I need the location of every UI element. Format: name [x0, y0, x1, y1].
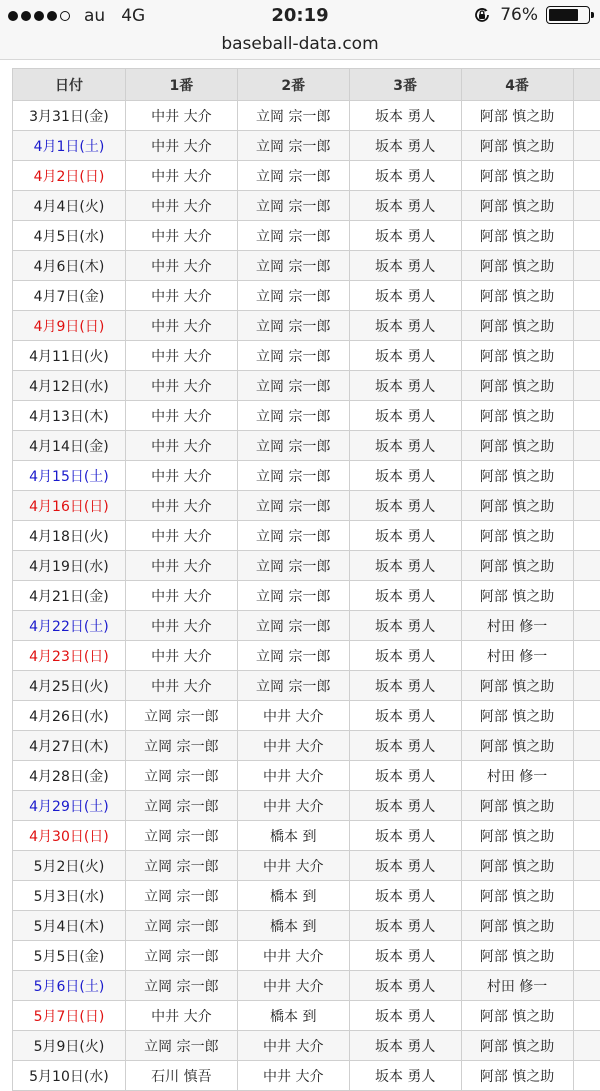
batter-cell: 中井 大介 — [125, 161, 237, 191]
batter-cell: 中井 大介 — [125, 461, 237, 491]
table-row — [13, 461, 600, 491]
batter-cell: 村田 修一 — [461, 761, 573, 791]
date-cell: 4月19日(水) — [13, 551, 126, 581]
batter-cell: 立岡 宗一郎 — [237, 311, 349, 341]
batter-cell: 坂本 勇人 — [349, 641, 461, 671]
batter-cell: 中井 大介 — [125, 221, 237, 251]
date-cell: 5月10日(水) — [13, 1061, 126, 1091]
batter-cell: 中井 大介 — [125, 371, 237, 401]
batter-cell: 坂本 勇人 — [349, 461, 461, 491]
date-cell: 4月30日(日) — [13, 821, 126, 851]
batter-cell: 坂本 勇人 — [349, 731, 461, 761]
date-cell: 4月23日(日) — [13, 641, 126, 671]
batter-cell: 坂本 勇人 — [349, 611, 461, 641]
column-header: 3番 — [349, 69, 461, 101]
overflow-cell — [573, 791, 600, 821]
batter-cell: 阿部 慎之助 — [461, 191, 573, 221]
batter-cell: 村田 修一 — [461, 971, 573, 1001]
batter-cell: 中井 大介 — [237, 701, 349, 731]
overflow-cell — [573, 821, 600, 851]
table-row — [13, 881, 600, 911]
table-row — [13, 1031, 600, 1061]
batter-cell: 村田 修一 — [461, 641, 573, 671]
batter-cell: 阿部 慎之助 — [461, 161, 573, 191]
overflow-cell — [573, 1001, 600, 1031]
batter-cell: 中井 大介 — [237, 1031, 349, 1061]
column-header: 2番 — [237, 69, 349, 101]
clock: 20:19 — [0, 5, 600, 26]
overflow-cell — [573, 311, 600, 341]
column-header: 日付 — [13, 69, 126, 101]
date-cell: 3月31日(金) — [13, 101, 126, 131]
batter-cell: 中井 大介 — [125, 101, 237, 131]
date-cell: 5月6日(土) — [13, 971, 126, 1001]
batter-cell: 阿部 慎之助 — [461, 671, 573, 701]
date-cell: 4月16日(日) — [13, 491, 126, 521]
table-row — [13, 131, 600, 161]
batter-cell: 村田 修一 — [461, 611, 573, 641]
batter-cell: 立岡 宗一郎 — [237, 551, 349, 581]
batter-cell: 阿部 慎之助 — [461, 1061, 573, 1091]
table-row — [13, 1001, 600, 1031]
batter-cell: 立岡 宗一郎 — [125, 851, 237, 881]
date-cell: 5月7日(日) — [13, 1001, 126, 1031]
battery-tip — [591, 12, 594, 18]
table-row — [13, 791, 600, 821]
table-row — [13, 341, 600, 371]
batter-cell: 阿部 慎之助 — [461, 581, 573, 611]
column-header: 1番 — [125, 69, 237, 101]
batter-cell: 立岡 宗一郎 — [237, 281, 349, 311]
date-cell: 4月13日(木) — [13, 401, 126, 431]
batter-cell: 阿部 慎之助 — [461, 341, 573, 371]
url-text: baseball-data.com — [221, 34, 378, 54]
overflow-cell — [573, 761, 600, 791]
batter-cell: 立岡 宗一郎 — [237, 641, 349, 671]
batter-cell: 橋本 到 — [237, 911, 349, 941]
overflow-cell — [573, 581, 600, 611]
table-row — [13, 671, 600, 701]
batter-cell: 阿部 慎之助 — [461, 311, 573, 341]
batter-cell: 阿部 慎之助 — [461, 281, 573, 311]
table-row — [13, 761, 600, 791]
date-cell: 4月6日(木) — [13, 251, 126, 281]
orientation-lock-icon — [472, 5, 492, 25]
overflow-cell — [573, 551, 600, 581]
batter-cell: 坂本 勇人 — [349, 851, 461, 881]
date-cell: 4月1日(土) — [13, 131, 126, 161]
batter-cell: 立岡 宗一郎 — [125, 701, 237, 731]
batter-cell: 坂本 勇人 — [349, 521, 461, 551]
overflow-cell — [573, 1031, 600, 1061]
batter-cell: 坂本 勇人 — [349, 701, 461, 731]
overflow-cell — [573, 671, 600, 701]
table-row — [13, 161, 600, 191]
batter-cell: 橋本 到 — [237, 1001, 349, 1031]
date-cell: 4月26日(水) — [13, 701, 126, 731]
batter-cell: 中井 大介 — [125, 281, 237, 311]
batter-cell: 阿部 慎之助 — [461, 1001, 573, 1031]
table-row — [13, 941, 600, 971]
batter-cell: 坂本 勇人 — [349, 101, 461, 131]
batter-cell: 立岡 宗一郎 — [237, 161, 349, 191]
batter-cell: 阿部 慎之助 — [461, 911, 573, 941]
batter-cell: 坂本 勇人 — [349, 821, 461, 851]
overflow-cell — [573, 1061, 600, 1091]
batter-cell: 阿部 慎之助 — [461, 431, 573, 461]
batter-cell: 中井 大介 — [237, 761, 349, 791]
date-cell: 4月18日(火) — [13, 521, 126, 551]
batter-cell: 阿部 慎之助 — [461, 221, 573, 251]
date-cell: 4月15日(土) — [13, 461, 126, 491]
batter-cell: 阿部 慎之助 — [461, 461, 573, 491]
table-row — [13, 401, 600, 431]
batter-cell: 坂本 勇人 — [349, 1031, 461, 1061]
date-cell: 5月5日(金) — [13, 941, 126, 971]
table-row — [13, 371, 600, 401]
batter-cell: 立岡 宗一郎 — [237, 461, 349, 491]
date-cell: 5月9日(火) — [13, 1031, 126, 1061]
overflow-cell — [573, 281, 600, 311]
date-cell: 4月7日(金) — [13, 281, 126, 311]
batter-cell: 立岡 宗一郎 — [125, 1031, 237, 1061]
batter-cell: 立岡 宗一郎 — [237, 371, 349, 401]
battery-percent: 76% — [500, 5, 538, 25]
batter-cell: 石川 慎吾 — [125, 1061, 237, 1091]
overflow-cell — [573, 341, 600, 371]
table-header-row — [13, 69, 600, 101]
batter-cell: 坂本 勇人 — [349, 491, 461, 521]
date-cell: 4月27日(木) — [13, 731, 126, 761]
batter-cell: 坂本 勇人 — [349, 671, 461, 701]
batter-cell: 坂本 勇人 — [349, 161, 461, 191]
batter-cell: 坂本 勇人 — [349, 311, 461, 341]
batter-cell: 坂本 勇人 — [349, 581, 461, 611]
batter-cell: 立岡 宗一郎 — [237, 131, 349, 161]
battery-icon — [546, 6, 590, 24]
table-body — [13, 101, 600, 1091]
batter-cell: 立岡 宗一郎 — [237, 611, 349, 641]
date-cell: 4月21日(金) — [13, 581, 126, 611]
date-cell: 5月4日(木) — [13, 911, 126, 941]
batter-cell: 中井 大介 — [125, 581, 237, 611]
batter-cell: 橋本 到 — [237, 881, 349, 911]
batter-cell: 阿部 慎之助 — [461, 101, 573, 131]
overflow-cell — [573, 131, 600, 161]
batter-cell: 坂本 勇人 — [349, 191, 461, 221]
batter-cell: 中井 大介 — [237, 971, 349, 1001]
batter-cell: 中井 大介 — [125, 1001, 237, 1031]
batter-cell: 立岡 宗一郎 — [237, 341, 349, 371]
table-row — [13, 911, 600, 941]
batter-cell: 阿部 慎之助 — [461, 491, 573, 521]
status-bar — [0, 0, 600, 33]
table-row — [13, 581, 600, 611]
batter-cell: 坂本 勇人 — [349, 251, 461, 281]
table-row — [13, 521, 600, 551]
table-row — [13, 641, 600, 671]
batter-cell: 坂本 勇人 — [349, 281, 461, 311]
batter-cell: 中井 大介 — [125, 611, 237, 641]
date-cell: 5月2日(火) — [13, 851, 126, 881]
batter-cell: 阿部 慎之助 — [461, 851, 573, 881]
batter-cell: 立岡 宗一郎 — [125, 971, 237, 1001]
batter-cell: 立岡 宗一郎 — [237, 521, 349, 551]
date-cell: 4月5日(水) — [13, 221, 126, 251]
overflow-cell — [573, 491, 600, 521]
batter-cell: 立岡 宗一郎 — [125, 911, 237, 941]
batter-cell: 中井 大介 — [125, 341, 237, 371]
battery-level — [549, 9, 578, 21]
overflow-cell — [573, 611, 600, 641]
batter-cell: 立岡 宗一郎 — [237, 191, 349, 221]
batter-cell: 阿部 慎之助 — [461, 881, 573, 911]
overflow-cell — [573, 731, 600, 761]
batter-cell: 中井 大介 — [125, 521, 237, 551]
column-header: 4番 — [461, 69, 573, 101]
batter-cell: 坂本 勇人 — [349, 341, 461, 371]
batter-cell: 坂本 勇人 — [349, 881, 461, 911]
batter-cell: 中井 大介 — [125, 311, 237, 341]
batter-cell: 中井 大介 — [125, 671, 237, 701]
table-row — [13, 971, 600, 1001]
overflow-cell — [573, 161, 600, 191]
table-row — [13, 1061, 600, 1091]
batter-cell: 坂本 勇人 — [349, 911, 461, 941]
batter-cell: 阿部 慎之助 — [461, 251, 573, 281]
table-row — [13, 491, 600, 521]
batter-cell: 中井 大介 — [237, 731, 349, 761]
batter-cell: 中井 大介 — [125, 401, 237, 431]
address-bar[interactable] — [0, 33, 600, 60]
batter-cell: 中井 大介 — [237, 1061, 349, 1091]
overflow-cell — [573, 971, 600, 1001]
status-right — [472, 5, 590, 25]
table-row — [13, 701, 600, 731]
batter-cell: 阿部 慎之助 — [461, 371, 573, 401]
overflow-cell — [573, 641, 600, 671]
batter-cell: 立岡 宗一郎 — [237, 581, 349, 611]
batter-cell: 立岡 宗一郎 — [125, 941, 237, 971]
table-row — [13, 191, 600, 221]
batter-cell: 立岡 宗一郎 — [237, 401, 349, 431]
date-cell: 4月29日(土) — [13, 791, 126, 821]
batter-cell: 立岡 宗一郎 — [237, 221, 349, 251]
overflow-cell — [573, 701, 600, 731]
batter-cell: 立岡 宗一郎 — [237, 251, 349, 281]
batter-cell: 阿部 慎之助 — [461, 131, 573, 161]
batter-cell: 中井 大介 — [125, 131, 237, 161]
batter-cell: 中井 大介 — [125, 431, 237, 461]
batter-cell: 坂本 勇人 — [349, 551, 461, 581]
batter-cell: 坂本 勇人 — [349, 1001, 461, 1031]
overflow-cell — [573, 431, 600, 461]
batter-cell: 坂本 勇人 — [349, 791, 461, 821]
date-cell: 4月12日(水) — [13, 371, 126, 401]
batter-cell: 坂本 勇人 — [349, 971, 461, 1001]
batter-cell: 坂本 勇人 — [349, 761, 461, 791]
batter-cell: 坂本 勇人 — [349, 131, 461, 161]
batter-cell: 阿部 慎之助 — [461, 821, 573, 851]
batter-cell: 阿部 慎之助 — [461, 551, 573, 581]
column-header-overflow — [573, 69, 600, 101]
batter-cell: 立岡 宗一郎 — [237, 431, 349, 461]
overflow-cell — [573, 881, 600, 911]
date-cell: 4月11日(火) — [13, 341, 126, 371]
batter-cell: 阿部 慎之助 — [461, 401, 573, 431]
batter-cell: 中井 大介 — [125, 491, 237, 521]
date-cell: 4月9日(日) — [13, 311, 126, 341]
table-row — [13, 281, 600, 311]
date-cell: 4月4日(火) — [13, 191, 126, 221]
batter-cell: 立岡 宗一郎 — [125, 731, 237, 761]
batter-cell: 坂本 勇人 — [349, 1061, 461, 1091]
overflow-cell — [573, 911, 600, 941]
overflow-cell — [573, 371, 600, 401]
table-row — [13, 851, 600, 881]
date-cell: 4月2日(日) — [13, 161, 126, 191]
overflow-cell — [573, 101, 600, 131]
batter-cell: 坂本 勇人 — [349, 431, 461, 461]
batter-cell: 中井 大介 — [125, 191, 237, 221]
batter-cell: 立岡 宗一郎 — [125, 761, 237, 791]
batter-cell: 阿部 慎之助 — [461, 521, 573, 551]
overflow-cell — [573, 251, 600, 281]
batter-cell: 中井 大介 — [125, 551, 237, 581]
lineup-table — [12, 68, 600, 1091]
batter-cell: 中井 大介 — [237, 851, 349, 881]
overflow-cell — [573, 461, 600, 491]
batter-cell: 坂本 勇人 — [349, 401, 461, 431]
table-row — [13, 311, 600, 341]
overflow-cell — [573, 851, 600, 881]
table-row — [13, 551, 600, 581]
batter-cell: 橋本 到 — [237, 821, 349, 851]
batter-cell: 阿部 慎之助 — [461, 941, 573, 971]
network-type: 4G — [121, 6, 145, 26]
batter-cell: 中井 大介 — [237, 791, 349, 821]
batter-cell: 立岡 宗一郎 — [237, 491, 349, 521]
date-cell: 4月25日(火) — [13, 671, 126, 701]
table-row — [13, 221, 600, 251]
batter-cell: 阿部 慎之助 — [461, 1031, 573, 1061]
batter-cell: 立岡 宗一郎 — [237, 671, 349, 701]
overflow-cell — [573, 191, 600, 221]
batter-cell: 坂本 勇人 — [349, 941, 461, 971]
batter-cell: 坂本 勇人 — [349, 371, 461, 401]
batter-cell: 阿部 慎之助 — [461, 731, 573, 761]
batter-cell: 阿部 慎之助 — [461, 701, 573, 731]
overflow-cell — [573, 941, 600, 971]
table-row — [13, 431, 600, 461]
table-row — [13, 251, 600, 281]
carrier-name: au — [84, 6, 105, 26]
table-row — [13, 611, 600, 641]
date-cell: 4月28日(金) — [13, 761, 126, 791]
table-row — [13, 731, 600, 761]
overflow-cell — [573, 221, 600, 251]
batter-cell: 中井 大介 — [237, 941, 349, 971]
batter-cell: 立岡 宗一郎 — [125, 881, 237, 911]
batter-cell: 阿部 慎之助 — [461, 791, 573, 821]
batter-cell: 立岡 宗一郎 — [125, 791, 237, 821]
overflow-cell — [573, 521, 600, 551]
batter-cell: 坂本 勇人 — [349, 221, 461, 251]
date-cell: 4月14日(金) — [13, 431, 126, 461]
date-cell: 4月22日(土) — [13, 611, 126, 641]
batter-cell: 中井 大介 — [125, 251, 237, 281]
overflow-cell — [573, 401, 600, 431]
date-cell: 5月3日(水) — [13, 881, 126, 911]
batter-cell: 立岡 宗一郎 — [237, 101, 349, 131]
table-row — [13, 101, 600, 131]
table-row — [13, 821, 600, 851]
batter-cell: 中井 大介 — [125, 641, 237, 671]
lineup-table-container — [12, 68, 600, 1091]
batter-cell: 立岡 宗一郎 — [125, 821, 237, 851]
